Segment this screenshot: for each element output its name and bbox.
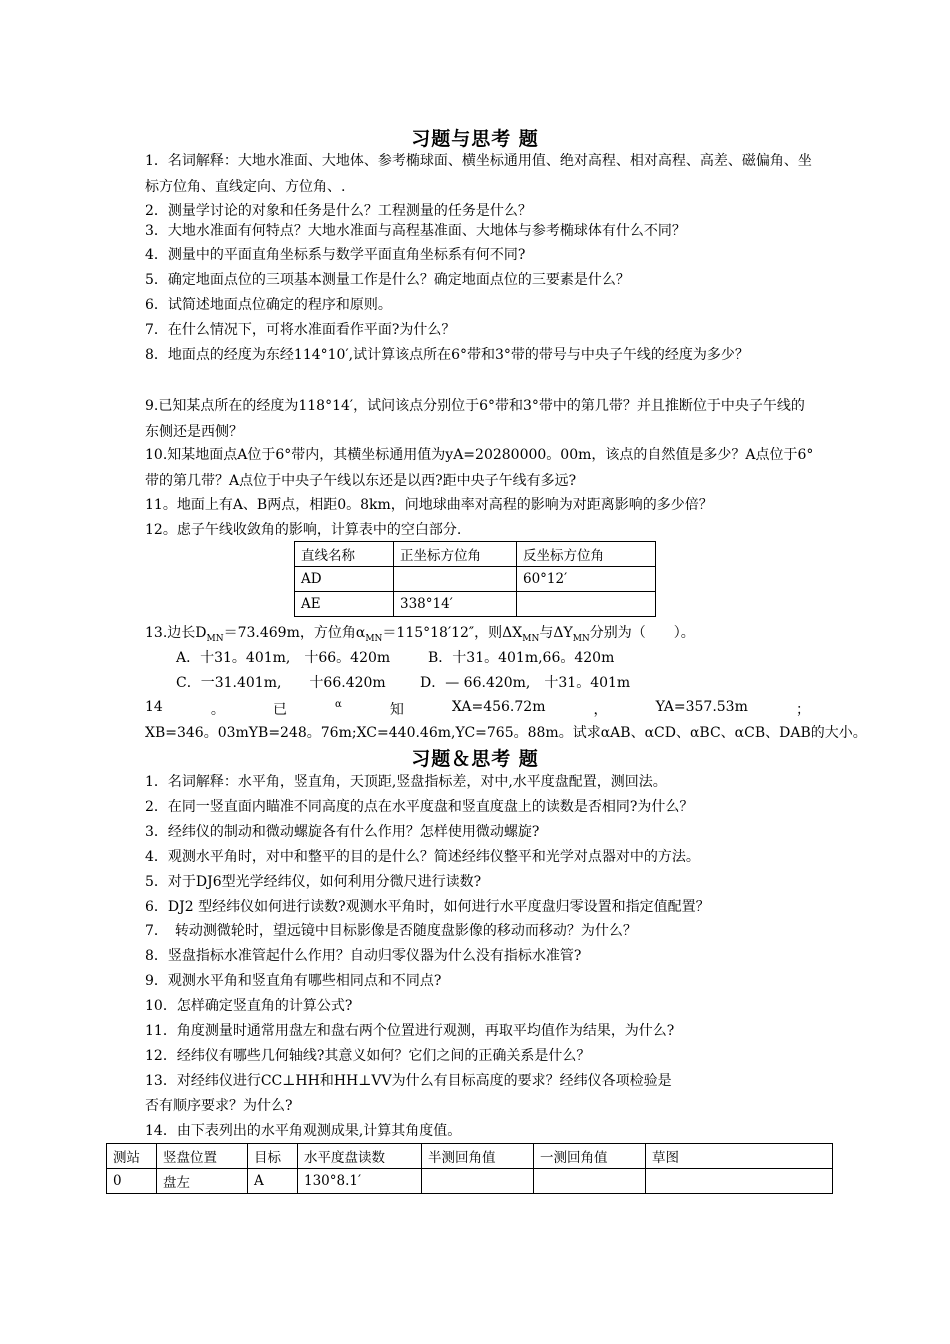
s2-question-12: 12．经纬仪有哪些几何轴线?其意义如何？它们之间的正确关系是什么？ bbox=[145, 1048, 591, 1064]
table-cell bbox=[646, 1169, 833, 1194]
q14-word: YA=357.53m bbox=[655, 699, 748, 715]
table-cell bbox=[517, 592, 656, 617]
table-header-cell: 草图 bbox=[646, 1144, 833, 1169]
s1-question-1: 1．名词解释：大地水准面、大地体、参考椭球面、横坐标通用值、绝对高程、相对高程、高差、磁偏角、坐标方位角、直线定向、方位角、. bbox=[145, 153, 812, 195]
s2-question-3: 3．经纬仪的制动和微动螺旋各有什么作用？怎样使用微动螺旋? bbox=[145, 824, 540, 840]
observation-table bbox=[106, 1143, 833, 1194]
s2-question-7: 7． 转动测微轮时，望远镜中目标影像是否随度盘影像的移动而移动？为什么？ bbox=[145, 923, 637, 939]
q13-text: 与ΔY bbox=[539, 625, 573, 641]
option-d: D．— 66.420m, 十31。401m bbox=[420, 675, 631, 691]
q14-word: 14 bbox=[145, 699, 163, 715]
q13-text: 13.边长D bbox=[145, 625, 207, 641]
table-row bbox=[107, 1169, 833, 1194]
s1-question-11: 11。地面上有A、B两点，相距0。8km，问地球曲率对高程的影响为对距离影响的多少倍？ bbox=[145, 497, 713, 513]
table-header-cell: 一测回角值 bbox=[534, 1144, 646, 1169]
q13-text: ＝115°18′12″，则ΔX bbox=[382, 625, 523, 641]
s2-question-10: 10．怎样确定竖直角的计算公式? bbox=[145, 998, 353, 1014]
q13-subscript: MN bbox=[572, 633, 590, 644]
table-header-cell: 目标 bbox=[248, 1144, 298, 1169]
option-b: B．十31。401m,66。420m bbox=[428, 650, 615, 666]
s1-question-12: 12。虑子午线收敛角的影响，计算表中的空白部分. bbox=[145, 522, 462, 538]
table-header-cell: 竖盘位置 bbox=[157, 1144, 248, 1169]
s1-question-9: 9.已知某点所在的经度为118°14′，试问该点分别位于6°带和3°带中的第几带？并且推断位于中央子午线的东侧还是西侧？ bbox=[145, 398, 805, 440]
q13-subscript: MN bbox=[522, 633, 540, 644]
table-header-cell: 半测回角值 bbox=[422, 1144, 534, 1169]
s2-question-13-line1: 13．对经纬仪进行CC⊥HH和HH⊥VV为什么有目标高度的要求？经纬仪各项检验是 bbox=[145, 1073, 672, 1089]
table-cell bbox=[534, 1169, 646, 1194]
section1-title: 习题与思考 题 bbox=[411, 128, 539, 150]
s1-question-6: 6．试简述地面点位确定的程序和原则。 bbox=[145, 297, 392, 313]
s2-question-4: 4．观测水平角时，对中和整平的目的是什么？简述经纬仪整平和光学对点器对中的方法。 bbox=[145, 849, 700, 865]
azimuth-table bbox=[294, 541, 656, 617]
q14-word: α bbox=[335, 699, 342, 710]
s2-question-2: 2．在同一竖直面内瞄准不同高度的点在水平度盘和竖直度盘上的读数是否相同?为什么？ bbox=[145, 799, 694, 815]
s1-question-7: 7．在什么情况下，可将水准面看作平面?为什么？ bbox=[145, 322, 456, 338]
table-cell: AD bbox=[295, 567, 394, 592]
table-cell: 338°14′ bbox=[394, 592, 517, 617]
table-header-cell: 水平度盘读数 bbox=[298, 1144, 422, 1169]
table-cell: AE bbox=[295, 592, 394, 617]
table-cell: 0 bbox=[107, 1169, 157, 1194]
s1-question-3: 3．大地水准面有何特点？大地水准面与高程基准面、大地体与参考椭球体有什么不同？ bbox=[145, 223, 686, 239]
q13-text: 分别为（ ）。 bbox=[589, 625, 695, 641]
table-cell: A bbox=[248, 1169, 298, 1194]
table-header-cell: 反坐标方位角 bbox=[517, 542, 656, 567]
table-cell: 130°8.1′ bbox=[298, 1169, 422, 1194]
q14-word: ， bbox=[593, 702, 608, 718]
s1-question-4: 4．测量中的平面直角坐标系与数学平面直角坐标系有何不同? bbox=[145, 247, 526, 263]
table-header-cell: 正坐标方位角 bbox=[394, 542, 517, 567]
table-row bbox=[295, 567, 656, 592]
option-a: A．十31。401m, 十66。420m bbox=[176, 650, 391, 666]
table-cell: 60°12′ bbox=[517, 567, 656, 592]
s1-question-10: 10.知某地面点A位于6°带内，其横坐标通用值为yA=20280000。00m，该点的自然值是多少？A点位于6°带的第几带？A点位于中央子午线以东还是以西?距中央子午线有多远? bbox=[145, 447, 814, 489]
s1-question-5: 5．确定地面点位的三项基本测量工作是什么？确定地面点位的三要素是什么？ bbox=[145, 272, 630, 288]
s2-question-14: 14．由下表列出的水平角观测成果,计算其角度值。 bbox=[145, 1123, 462, 1139]
q13-text: ＝73.469m，方位角α bbox=[223, 625, 366, 641]
option-c: C．一31.401m, 十66.420m bbox=[176, 675, 386, 691]
q14-word: 知 bbox=[389, 702, 404, 718]
s2-question-5: 5．对于DJ6型光学经纬仪，如何利用分微尺进行读数? bbox=[145, 874, 482, 890]
s2-question-13-line2: 否有顺序要求？为什么? bbox=[145, 1098, 293, 1114]
table-header-cell: 直线名称 bbox=[295, 542, 394, 567]
s2-question-9: 9．观测水平角和竖直角有哪些相同点和不同点? bbox=[145, 973, 442, 989]
q13-subscript: MN bbox=[206, 633, 224, 644]
s2-question-8: 8．竖盘指标水准管起什么作用？自动归零仪器为什么没有指标水准管? bbox=[145, 948, 582, 964]
s1-question-2: 2．测量学讨论的对象和任务是什么？工程测量的任务是什么？ bbox=[145, 203, 532, 219]
s1-question-14-line2: XB=346。03mYB=248。76m;XC=440.46m,YC=765。88m。试求αAB、αCD、αBC、αCB、DAB的大小。 bbox=[145, 725, 867, 741]
section2-title: 习题＆思考 题 bbox=[411, 748, 539, 770]
s1-question-8: 8．地面点的经度为东经114°10′,试计算该点所在6°带和3°带的带号与中央子午线的经度为多少？ bbox=[145, 347, 749, 363]
table-header-row bbox=[295, 542, 656, 567]
q14-word: 。 bbox=[210, 702, 225, 718]
q14-word: XA=456.72m bbox=[451, 699, 546, 715]
table-header-cell: 测站 bbox=[107, 1144, 157, 1169]
q13-subscript: MN bbox=[365, 633, 383, 644]
table-cell bbox=[394, 567, 517, 592]
s2-question-6: 6．DJ2 型经纬仪如何进行读数?观测水平角时，如何进行水平度盘归零设置和指定值配置？ bbox=[145, 899, 710, 915]
s2-question-1: 1．名词解释：水平角，竖直角，天顶距,竖盘指标差，对中,水平度盘配置，测回法。 bbox=[145, 774, 667, 790]
q14-word: 已 bbox=[272, 702, 287, 718]
s2-question-11: 11．角度测量时通常用盘左和盘右两个位置进行观测，再取平均值作为结果，为什么? bbox=[145, 1023, 675, 1039]
table-cell bbox=[422, 1169, 534, 1194]
table-cell: 盘左 bbox=[157, 1169, 248, 1194]
table-header-row bbox=[107, 1144, 833, 1169]
table-row bbox=[295, 592, 656, 617]
s1-question-14-line1 bbox=[145, 699, 810, 719]
q14-word: ； bbox=[795, 702, 810, 718]
